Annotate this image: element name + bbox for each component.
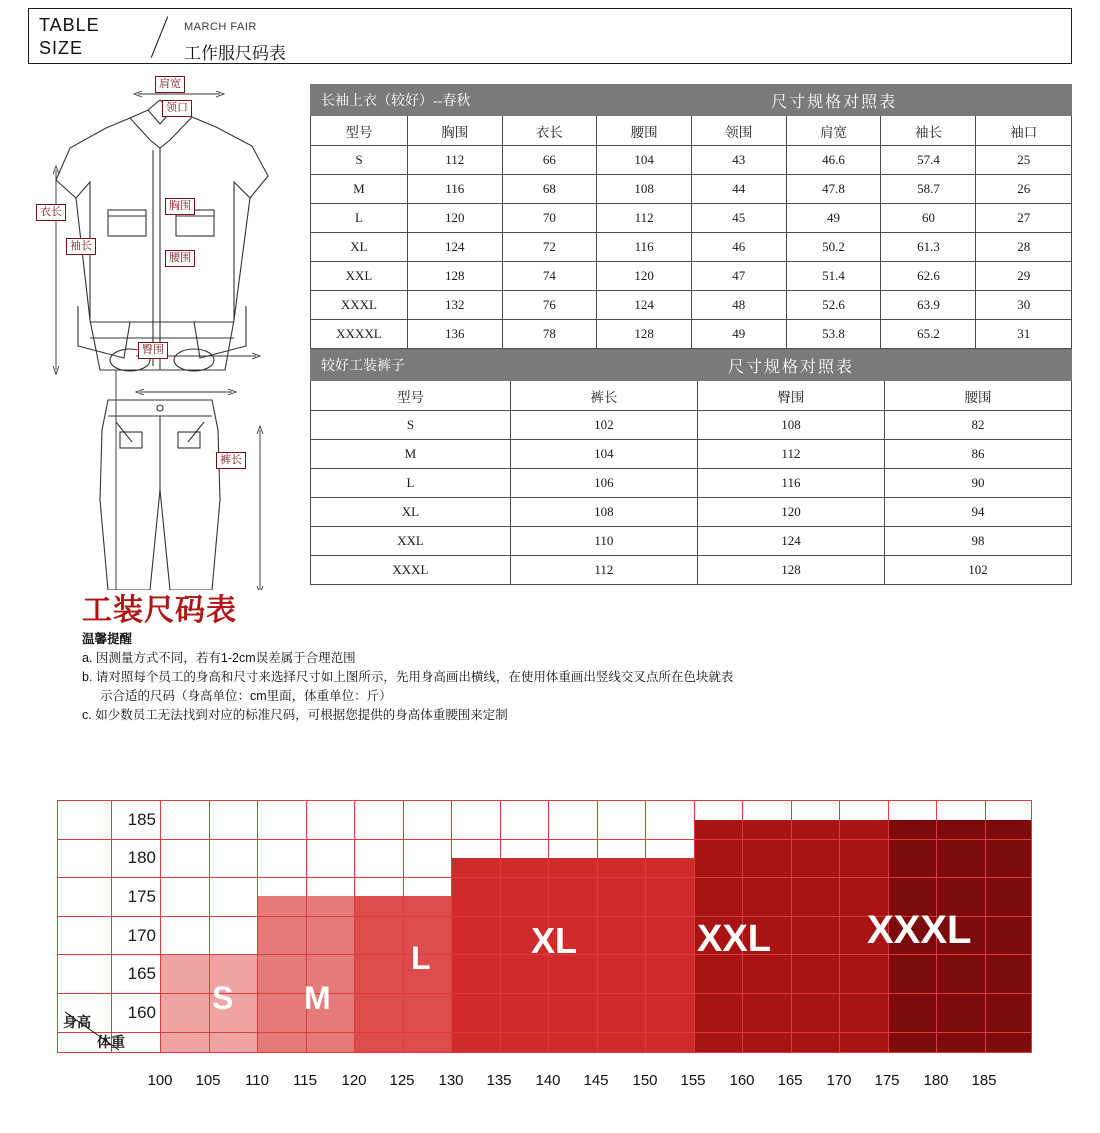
jacket-col-sleeve: 袖长 — [881, 116, 976, 146]
trouser-table-band — [311, 350, 1072, 381]
x-tick: 170 — [826, 1072, 852, 1089]
y-tick-170: 170 — [127, 926, 156, 945]
y-tick-175: 175 — [127, 887, 156, 906]
section-title: 工装尺码表 — [82, 594, 237, 627]
size-tables — [310, 84, 1072, 585]
cell: 124 — [597, 291, 692, 320]
table-row — [311, 291, 1072, 320]
cell: 47 — [692, 262, 787, 291]
cell: S — [311, 146, 408, 175]
cell: 108 — [697, 411, 884, 440]
table-row — [311, 204, 1072, 233]
cell: L — [311, 469, 511, 498]
x-tick: 115 — [293, 1072, 317, 1089]
tag-trouser-length: 裤长 — [216, 452, 246, 469]
jacket-col-cuff: 袖口 — [976, 116, 1072, 146]
trouser-col-model: 型号 — [311, 381, 511, 411]
jacket-col-waist: 腰围 — [597, 116, 692, 146]
cell: 43 — [692, 146, 787, 175]
cell: 104 — [510, 440, 697, 469]
y-tick-165: 165 — [127, 964, 156, 983]
jacket-size-table — [310, 84, 1072, 349]
jacket-table-band — [311, 85, 1072, 116]
note-b-line2: 示合适的尺码（身高单位：cm里面，体重单位：斤） — [100, 689, 392, 703]
cell: 68 — [502, 175, 597, 204]
grid-line-v — [694, 800, 695, 1052]
cell: 49 — [692, 320, 787, 349]
cell: 120 — [697, 498, 884, 527]
grid-line-v — [500, 800, 501, 1052]
cell: 53.8 — [786, 320, 881, 349]
tag-collar: 领口 — [162, 100, 192, 117]
cell: 30 — [976, 291, 1072, 320]
cell: 108 — [597, 175, 692, 204]
grid-line-v — [209, 800, 210, 1052]
cell: S — [311, 411, 511, 440]
grid-line-v — [791, 800, 792, 1052]
tag-sleeve: 袖长 — [66, 238, 96, 255]
header-table-size — [39, 14, 131, 60]
jacket-col-model: 型号 — [311, 116, 408, 146]
tag-hip: 臀围 — [138, 342, 168, 359]
cell: XXXL — [311, 291, 408, 320]
cell: 72 — [502, 233, 597, 262]
x-axis-title: 体重 — [97, 1034, 125, 1050]
x-tick: 110 — [245, 1072, 269, 1089]
cell: 27 — [976, 204, 1072, 233]
x-tick: 160 — [729, 1072, 755, 1089]
cell: 112 — [510, 556, 697, 585]
table-row — [311, 469, 1072, 498]
table-row — [311, 440, 1072, 469]
heatmap-label-xl: XL — [531, 920, 578, 961]
table-row — [311, 411, 1072, 440]
cell: 74 — [502, 262, 597, 291]
cell: 52.6 — [786, 291, 881, 320]
cell: 86 — [884, 440, 1071, 469]
jacket-col-length: 衣长 — [502, 116, 597, 146]
cell: 128 — [697, 556, 884, 585]
trouser-band-left: 较好工装裤子 — [311, 350, 511, 381]
cell: 70 — [502, 204, 597, 233]
cell: 65.2 — [881, 320, 976, 349]
cell: 120 — [597, 262, 692, 291]
y-tick-180: 180 — [127, 848, 156, 867]
cell: 132 — [407, 291, 502, 320]
cell: 136 — [407, 320, 502, 349]
cell: 108 — [510, 498, 697, 527]
cell: 112 — [407, 146, 502, 175]
x-tick: 140 — [535, 1072, 561, 1089]
slash-divider-icon — [141, 13, 181, 61]
cell: 102 — [884, 556, 1071, 585]
x-tick: 105 — [195, 1072, 221, 1089]
cell: 60 — [881, 204, 976, 233]
cell: 66 — [502, 146, 597, 175]
table-row — [311, 146, 1072, 175]
grid-line-h — [57, 800, 1032, 801]
x-tick: 125 — [389, 1072, 415, 1089]
garment-drawing-icon — [20, 70, 300, 590]
note-c: c. 如少数员工无法找到对应的标准尺码，可根据您提供的身高体重腰围来定制 — [82, 708, 508, 722]
grid-line-h — [57, 993, 1032, 994]
cell: 110 — [510, 527, 697, 556]
grid-line-v — [985, 800, 986, 1052]
cell: XXL — [311, 527, 511, 556]
note-a: a. 因测量方式不同，若有1-2cm误差属于合理范围 — [82, 651, 356, 665]
grid-line-v — [839, 800, 840, 1052]
cell: 128 — [407, 262, 502, 291]
cell: 116 — [697, 469, 884, 498]
trouser-col-length: 裤长 — [510, 381, 697, 411]
cell: 78 — [502, 320, 597, 349]
cell: 58.7 — [881, 175, 976, 204]
notes-title: 温馨提醒 — [82, 632, 133, 646]
trouser-size-table — [310, 349, 1072, 585]
cell: 57.4 — [881, 146, 976, 175]
cell: XXXL — [311, 556, 511, 585]
x-tick: 100 — [147, 1072, 173, 1089]
cell: 48 — [692, 291, 787, 320]
table-row — [311, 498, 1072, 527]
jacket-col-collar: 领围 — [692, 116, 787, 146]
jacket-col-chest: 胸围 — [407, 116, 502, 146]
heatmap-label-xxxl: XXXL — [867, 908, 972, 952]
cell: 124 — [407, 233, 502, 262]
tag-length: 衣长 — [36, 204, 66, 221]
jacket-header-row — [311, 116, 1072, 146]
x-tick: 165 — [777, 1072, 803, 1089]
table-row — [311, 527, 1072, 556]
cell: 46 — [692, 233, 787, 262]
cell: 44 — [692, 175, 787, 204]
x-tick: 155 — [680, 1072, 706, 1089]
y-tick-160: 160 — [127, 1003, 156, 1022]
grid-line-v — [354, 800, 355, 1052]
heatmap-label-l: L — [411, 940, 431, 976]
x-tick: 120 — [341, 1072, 367, 1089]
page-title: 工作服尺码表 — [184, 44, 286, 63]
grid-line-v — [451, 800, 452, 1052]
table-row — [311, 262, 1072, 291]
x-tick: 145 — [583, 1072, 609, 1089]
header-line-table: TABLE — [39, 15, 100, 35]
jacket-col-shoulder: 肩宽 — [786, 116, 881, 146]
grid-line-v — [597, 800, 598, 1052]
brand-name: MARCH FAIR — [184, 21, 257, 33]
grid-line-h — [57, 1052, 1032, 1053]
grid-line-v — [403, 800, 404, 1052]
cell: 128 — [597, 320, 692, 349]
cell: 116 — [407, 175, 502, 204]
trouser-band-right: 尺寸规格对照表 — [510, 350, 1071, 381]
cell: 116 — [597, 233, 692, 262]
cell: 62.6 — [881, 262, 976, 291]
x-tick: 185 — [971, 1072, 997, 1089]
page-header — [28, 8, 1072, 64]
table-row — [311, 556, 1072, 585]
cell: 45 — [692, 204, 787, 233]
jacket-band-left: 长袖上衣（较好）--春秋 — [311, 85, 597, 116]
trouser-col-waist: 腰围 — [884, 381, 1071, 411]
cell: 51.4 — [786, 262, 881, 291]
cell: 106 — [510, 469, 697, 498]
cell: 28 — [976, 233, 1072, 262]
cell: XXXXL — [311, 320, 408, 349]
garment-illustration — [20, 70, 300, 590]
grid-line-v — [1031, 800, 1032, 1052]
cell: 61.3 — [881, 233, 976, 262]
cell: XXL — [311, 262, 408, 291]
cell: 31 — [976, 320, 1072, 349]
cell: 112 — [597, 204, 692, 233]
grid-line-h — [57, 877, 1032, 878]
cell: 26 — [976, 175, 1072, 204]
cell: M — [311, 175, 408, 204]
table-row — [311, 320, 1072, 349]
cell: 90 — [884, 469, 1071, 498]
cell: 112 — [697, 440, 884, 469]
cell: 25 — [976, 146, 1072, 175]
heatmap-label-m: M — [304, 980, 331, 1016]
note-b-line1: b. 请对照每个员工的身高和尺寸来选择尺寸如上图所示，先用身高画出横线，在使用体重画出竖线交叉点所在色块就表 — [82, 670, 734, 684]
cell: 76 — [502, 291, 597, 320]
notes-block — [82, 630, 882, 725]
table-row — [311, 175, 1072, 204]
heatmap-label-xxl: XXL — [697, 918, 771, 960]
cell: 104 — [597, 146, 692, 175]
tag-chest: 胸围 — [165, 198, 195, 215]
table-row — [311, 233, 1072, 262]
cell: 120 — [407, 204, 502, 233]
cell: 124 — [697, 527, 884, 556]
x-tick: 135 — [486, 1072, 512, 1089]
cell: 98 — [884, 527, 1071, 556]
grid-line-h — [57, 1032, 1032, 1033]
x-tick: 175 — [874, 1072, 900, 1089]
grid-line-v — [645, 800, 646, 1052]
heatmap-label-s: S — [212, 980, 234, 1016]
trouser-header-row — [311, 381, 1072, 411]
size-heatmap-chart — [57, 800, 1032, 1052]
cell: XL — [311, 233, 408, 262]
trouser-col-hip: 臀围 — [697, 381, 884, 411]
cell: 46.6 — [786, 146, 881, 175]
cell: XL — [311, 498, 511, 527]
jacket-band-right: 尺寸规格对照表 — [597, 85, 1072, 116]
cell: M — [311, 440, 511, 469]
cell: 94 — [884, 498, 1071, 527]
x-tick: 130 — [438, 1072, 464, 1089]
header-line-size: SIZE — [39, 38, 84, 58]
cell: 49 — [786, 204, 881, 233]
grid-line-v — [257, 800, 258, 1052]
tag-waist: 腰围 — [165, 250, 195, 267]
cell: 82 — [884, 411, 1071, 440]
axis-corner-box — [57, 1010, 160, 1052]
tag-shoulder: 肩宽 — [155, 76, 185, 93]
cell: 63.9 — [881, 291, 976, 320]
y-axis-title: 身高 — [63, 1014, 91, 1030]
cell: 50.2 — [786, 233, 881, 262]
cell: 29 — [976, 262, 1072, 291]
y-tick-185: 185 — [127, 810, 156, 829]
cell: L — [311, 204, 408, 233]
cell: 102 — [510, 411, 697, 440]
grid-line-v — [160, 800, 161, 1052]
grid-line-h — [57, 839, 1032, 840]
x-tick: 150 — [632, 1072, 658, 1089]
cell: 47.8 — [786, 175, 881, 204]
x-tick: 180 — [923, 1072, 949, 1089]
